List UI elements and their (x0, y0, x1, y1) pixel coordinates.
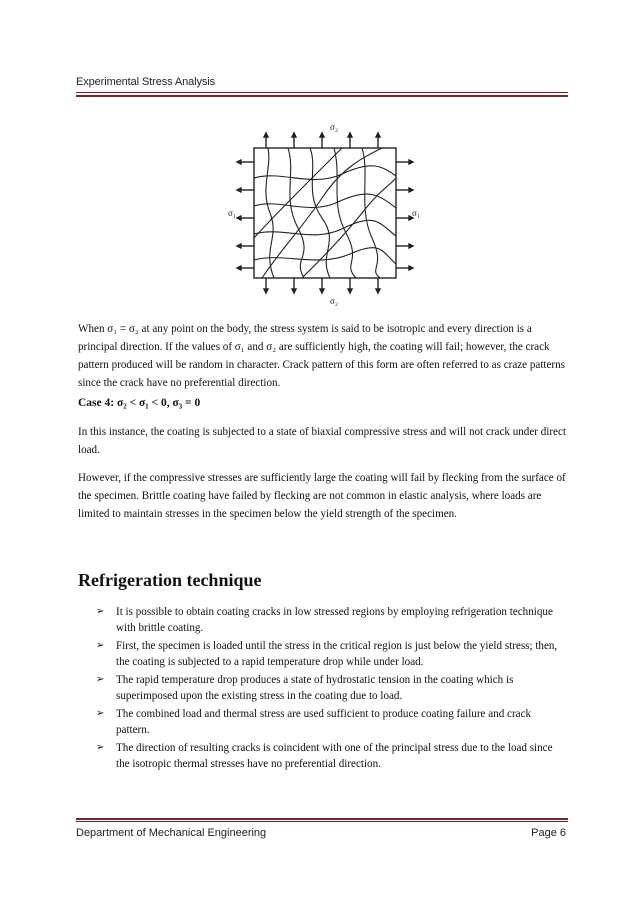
footer-page-number: Page 6 (531, 827, 566, 839)
top-load-arrows (264, 133, 380, 148)
right-load-arrows (396, 160, 413, 270)
list-item (96, 706, 566, 738)
refrigeration-bullet-list (96, 604, 566, 774)
random-crack-lines (254, 148, 396, 278)
footer-department: Department of Mechanical Engineering (76, 827, 267, 839)
craze-pattern-figure (222, 118, 428, 308)
list-item (96, 604, 566, 636)
list-item (96, 672, 566, 704)
bullet-text: The direction of resulting cracks is coincident with one of the principal stress due to the load since the isotropic thermal stresses have no preferential direction. (116, 742, 553, 770)
bottom-load-arrows (264, 278, 380, 293)
footer-rule-thin (76, 821, 568, 822)
paragraph-isotropic: When σ₁ = σ₂ at any point on the body, the stress system is said to be isotropic and every direction is a principal direction. If the values of σ₁ and σ₂ are sufficiently high, the coating will fail; however, the crack pattern produced will be random in character. Crack pattern of this form are often referred to as craze patterns since the crack have no preferential direction. (78, 323, 565, 389)
paragraph-biaxial-compressive: In this instance, the coating is subjected to a state of biaxial compressive stress and will not crack under direct load. (78, 426, 566, 456)
bullet-text: The rapid temperature drop produces a state of hydrostatic tension in the coating which is superimposed upon the existing stress in the coating due to load. (116, 674, 514, 702)
paragraph-flecking: However, if the compressive stresses are sufficiently large the coating will fail by flecking from the surface of the specimen. Brittle coating have failed by flecking are not common in elastic analysis, where loads are limited to maintain stresses in the specimen below the yield strength of the specimen. (78, 472, 566, 520)
arrow-bullet-icon: ➢ (96, 606, 105, 617)
arrow-bullet-icon: ➢ (96, 640, 105, 651)
header-rule-thin (76, 92, 568, 93)
label-sigma2-top: σ₂ (330, 122, 338, 132)
label-sigma1-right: σ₁ (412, 208, 420, 218)
arrow-bullet-icon: ➢ (96, 674, 105, 685)
case-4-heading: Case 4: σ₂ < σ₁ < 0, σ₃ = 0 (78, 397, 201, 409)
arrow-bullet-icon: ➢ (96, 708, 105, 719)
arrow-bullet-icon: ➢ (96, 742, 105, 753)
bullet-text: The combined load and thermal stress are used sufficient to produce coating failure and crack pattern. (116, 708, 532, 736)
list-item (96, 740, 566, 772)
list-item (96, 638, 566, 670)
header-rule-thick (76, 95, 568, 97)
label-sigma1-left: σ₁ (228, 208, 236, 218)
bullet-text: It is possible to obtain coating cracks in low stressed regions by employing refrigeration technique with brittle coating. (116, 606, 553, 634)
left-load-arrows (237, 160, 254, 270)
page-header-title: Experimental Stress Analysis (76, 76, 216, 88)
bullet-text: First, the specimen is loaded until the stress in the critical region is just below the yield stress; then, the coating is subjected to a rapid temperature drop while under load. (116, 640, 558, 668)
label-sigma2-bottom: σ₂ (330, 296, 338, 306)
section-heading-refrigeration: Refrigeration technique (78, 570, 262, 590)
specimen-square (254, 148, 396, 278)
footer-rule-thick (76, 818, 568, 820)
